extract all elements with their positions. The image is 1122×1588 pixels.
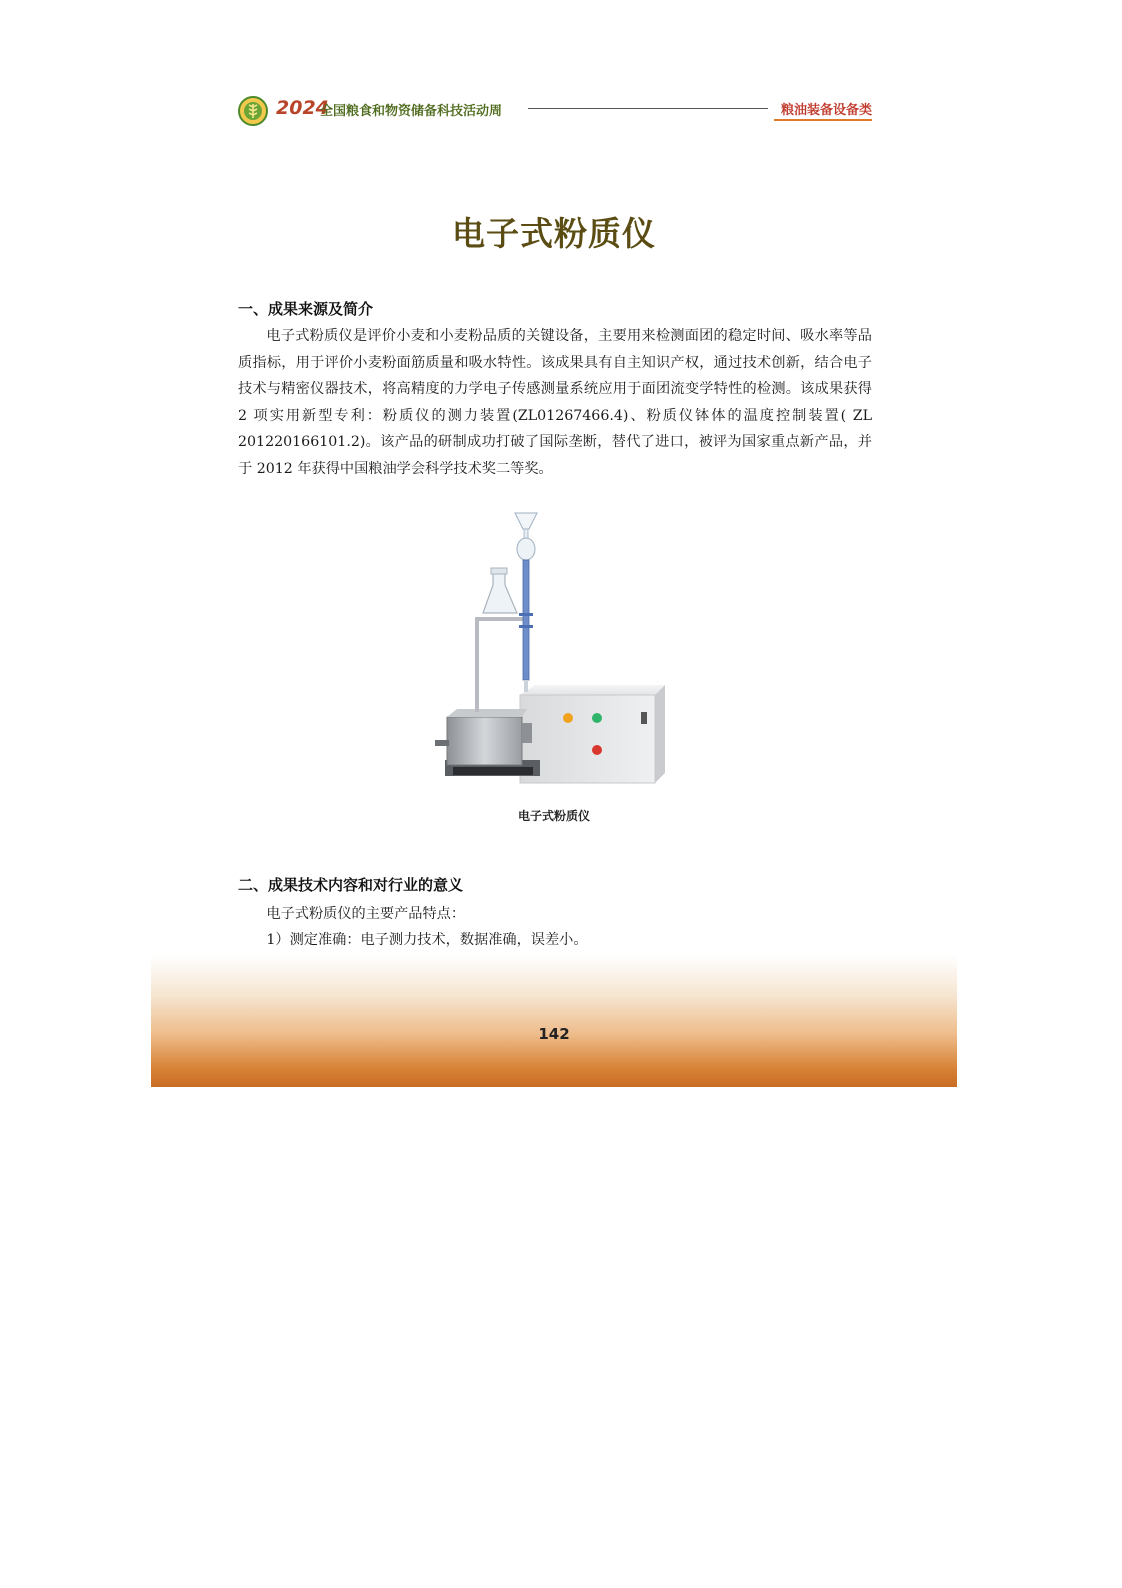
section1-paragraph: 电子式粉质仪是评价小麦和小麦粉品质的关键设备，主要用来检测面团的稳定时间、吸水率等品质指标，用于评价小麦粉面筋质量和吸水特性。该成果具有自主知识产权，通过技术创新，结合电子技术与精密仪器技术，将高精度的力学电子传感测量系统应用于面团流变学特性的检测。该成果获得 2 项实用新型专利：粉质仪的测力装置(ZL01267466.4)、粉质仪钵体的温度控制装置( ZL 201220166101.2)。该产品的研制成功打破了国际垄断，替代了进口，被评为国家重点新产品，并于 2012 年获得中国粮油学会科学技术奖二等奖。 xyxy=(238,328,872,477)
section2-body xyxy=(238,901,872,953)
header-event-title: 全国粮食和物资储备科技活动周 xyxy=(320,104,503,119)
page-title: 电子式粉质仪 xyxy=(452,214,656,253)
page-header xyxy=(238,92,872,124)
section1-body xyxy=(238,323,872,482)
farinograph-instrument-illustration xyxy=(425,505,685,795)
grain-emblem-icon xyxy=(238,96,268,126)
page-footer-band xyxy=(151,955,957,1087)
section2-heading: 二、成果技术内容和对行业的意义 xyxy=(238,876,464,894)
section2-item-1: 1）测定准确：电子测力技术，数据准确，误差小。 xyxy=(266,932,588,948)
category-underline xyxy=(774,119,872,121)
header-year: 2024 xyxy=(276,97,329,119)
header-divider xyxy=(528,108,768,109)
header-category: 粮油装备设备类 xyxy=(780,103,872,118)
section1-heading: 一、成果来源及简介 xyxy=(238,300,374,318)
page-number: 142 xyxy=(538,1025,570,1043)
figure-caption: 电子式粉质仪 xyxy=(517,809,590,823)
section2-intro: 电子式粉质仪的主要产品特点： xyxy=(266,906,466,922)
